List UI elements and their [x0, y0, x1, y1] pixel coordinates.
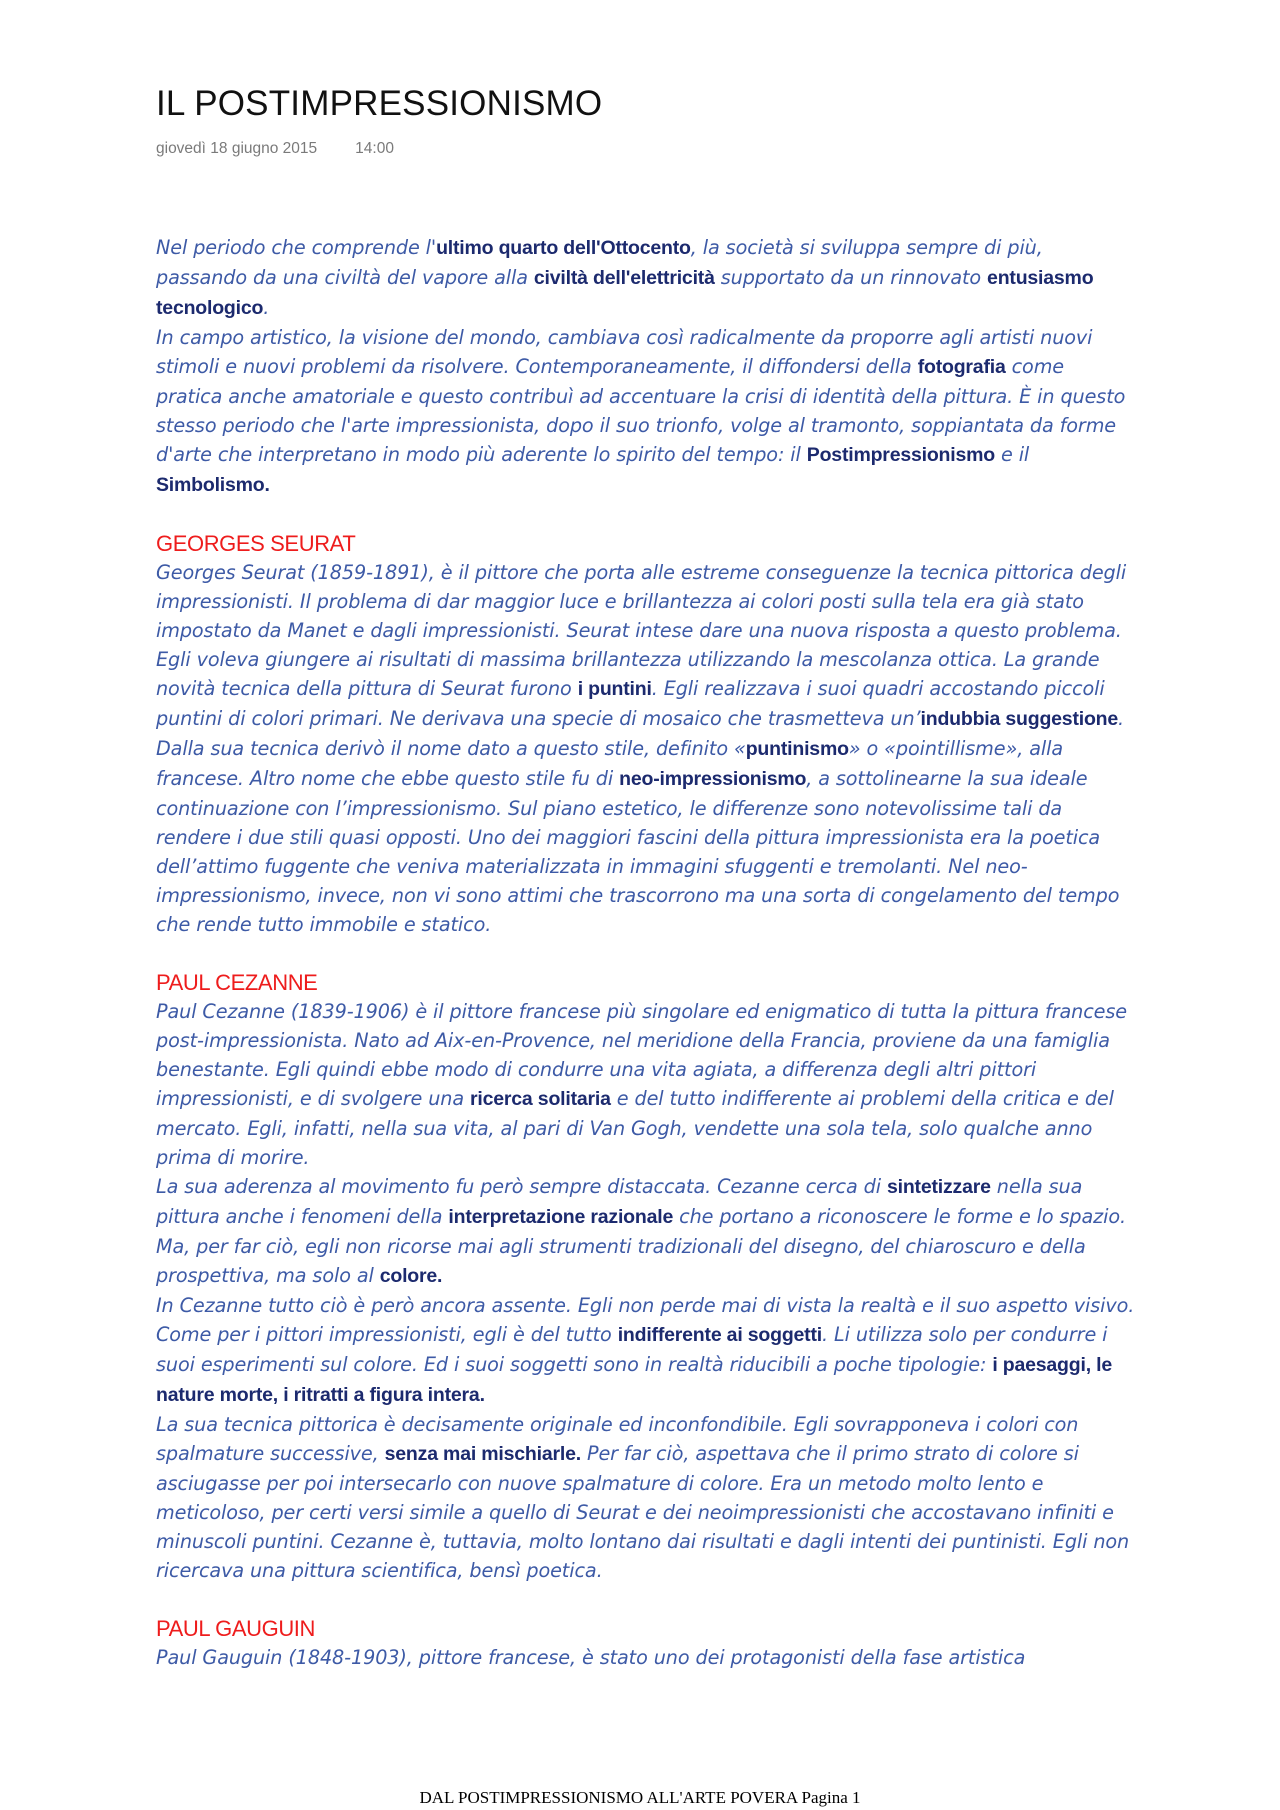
note-metadata — [156, 140, 394, 158]
page-footer: DAL POSTIMPRESSIONISMO ALL'ARTE POVERA Pagina 1 — [419, 1788, 861, 1807]
emphasized-term: senza mai mischiarle. — [384, 1443, 581, 1465]
text-run: supportato da un rinnovato — [714, 266, 988, 289]
text-run: , la società si sviluppa sempre di più, passando da una civiltà del vapore alla — [156, 236, 1043, 289]
text-run: » o «pointillisme», alla francese. Altro nome che ebbe questo stile fu di — [156, 737, 1063, 790]
text-run: come pratica anche amatoriale e questo contribuì ad accentuare la crisi di identità della pittura. È in questo stesso periodo che l'arte impressionista, dopo il suo trionfo, volge al tramonto, soppiantata da forme d'arte che interpretano in modo più aderente lo spirito del tempo: il — [156, 355, 1126, 466]
emphasized-term: i paesaggi, le nature morte, i ritratti a figura intera. — [156, 1354, 1112, 1406]
emphasized-term: colore. — [379, 1265, 443, 1287]
intro-paragraph-1 — [156, 233, 1136, 323]
intro-paragraph-2 — [156, 323, 1136, 500]
text-run: Paul Cezanne (1839-1906) è il pittore francese più singolare ed enigmatico di tutta la pittura francese post-impressionista. Nato ad Aix-en-Provence, nel meridione della Francia, proviene da una famiglia benestante. Egli quindi ebbe modo di condurre una vita agiata, a differenza degli altri pittori impressionisti, e di svolgere una — [156, 1000, 1127, 1110]
text-run: La sua tecnica pittorica è decisamente originale ed inconfondibile. Egli sovrapponeva i colori con spalmature successive, — [156, 1413, 1079, 1465]
note-date: giovedì 18 giugno 2015 — [156, 140, 318, 157]
cezanne-paragraph-1 — [156, 997, 1136, 1172]
emphasized-term: neo-impressionismo — [619, 768, 807, 790]
text-run: che portano a riconoscere le forme e lo spazio. Ma, per far ciò, egli non ricorse mai agli strumenti tradizionali del disegno, del chiaroscuro e della prospettiva, ma solo al — [156, 1205, 1126, 1287]
text-run: e il — [994, 443, 1030, 466]
text-run: Paul Gauguin (1848-1903), pittore francese, è stato uno dei protagonisti della fase artistica — [156, 1646, 1026, 1669]
emphasized-term: indubbia suggestione — [920, 708, 1119, 730]
gauguin-paragraph-1 — [156, 1643, 1136, 1672]
emphasized-term: sintetizzare — [886, 1176, 991, 1198]
document-body — [156, 233, 1136, 1672]
emphasized-term: fotografia — [917, 356, 1006, 378]
note-time: 14:00 — [355, 140, 394, 157]
section-spacer — [156, 939, 1136, 968]
emphasized-term: indifferente ai soggetti — [617, 1324, 822, 1346]
text-run: nella sua pittura anche i fenomeni della — [156, 1175, 1083, 1228]
section-heading-seurat: GEORGES SEURAT — [156, 531, 356, 556]
cezanne-paragraph-4 — [156, 1410, 1136, 1585]
emphasized-term: Postimpressionismo — [806, 444, 995, 466]
cezanne-paragraph-2 — [156, 1172, 1136, 1291]
text-run: . — [263, 296, 270, 319]
section-spacer — [156, 1585, 1136, 1614]
section-heading-cezanne: PAUL CEZANNE — [156, 970, 318, 995]
emphasized-term: interpretazione razionale — [448, 1206, 674, 1228]
text-run: . Li utilizza solo per condurre i suoi esperimenti sul colore. Ed i suoi soggetti sono in realtà riducibili a poche tipologie: — [156, 1323, 1108, 1376]
cezanne-paragraph-3 — [156, 1291, 1136, 1410]
text-run: , a sottolinearne la sua ideale continuazione con l’impressionismo. Sul piano estetico, le differenze sono notevolissime tali da rendere i due stili quasi opposti. Uno dei maggiori fascini della pittura impressionista era la poetica dell’attimo fuggente che veniva materializzata in immagini sfuggenti e tremolanti. Nel neo-impressionismo, invece, non vi sono attimi che trascorrono ma una sorta di congelamento del tempo che rende tutto immobile e statico. — [156, 767, 1120, 936]
emphasized-term: civiltà dell'elettricità — [533, 267, 715, 289]
text-run: . Dalla sua tecnica derivò il nome dato a questo stile, definito « — [156, 707, 1125, 760]
text-run: Georges Seurat (1859-1891), è il pittore che porta alle estreme conseguenze la tecnica pittorica degli impressionisti. Il problema di dar maggior luce e brillantezza ai colori posti sulla tela era già stato impostato da Manet e dagli impressionisti. Seurat intese dare una nuova risposta a questo problema. Egli voleva giungere ai risultati di massima brillantezza utilizzando la mescolanza ottica. La grande novità tecnica della pittura di Seurat furono — [156, 561, 1127, 700]
text-run: Nel periodo che comprende l' — [156, 236, 437, 259]
emphasized-term: ultimo quarto dell'Ottocento — [436, 237, 691, 259]
emphasized-term: entusiasmo tecnologico — [156, 267, 1094, 319]
emphasized-term: i puntini — [577, 678, 652, 700]
emphasized-term: ricerca solitaria — [470, 1088, 611, 1110]
text-run: Per far ciò, aspettava che il primo strato di colore si asciugasse per poi intersecarlo con nuove spalmature di colore. Era un metodo molto lento e meticoloso, per certi versi simile a quello di Seurat e dei neoimpressionisti che accostavano infiniti e minuscoli puntini. Cezanne è, tuttavia, molto lontano dai risultati e dagli intenti dei puntinisti. Egli non ricercava una pittura scientifica, bensì poetica. — [156, 1442, 1130, 1582]
emphasized-term: puntinismo — [745, 738, 849, 760]
text-run: . Egli realizzava i suoi quadri accostando piccoli puntini di colori primari. Ne derivava una specie di mosaico che trasmetteva un’ — [156, 677, 1105, 730]
section-spacer — [156, 500, 1136, 529]
section-heading-gauguin: PAUL GAUGUIN — [156, 1616, 316, 1641]
text-run: In Cezanne tutto ciò è però ancora assente. Egli non perde mai di vista la realtà e il suo aspetto visivo. Come per i pittori impressionisti, egli è del tutto — [156, 1294, 1135, 1346]
text-run: In campo artistico, la visione del mondo, cambiava così radicalmente da proporre agli artisti nuovi stimoli e nuovi problemi da risolvere. Contemporaneamente, il diffondersi della — [156, 326, 1093, 378]
page-title: IL POSTIMPRESSIONISMO — [156, 84, 603, 123]
emphasized-term: Simbolismo. — [156, 474, 270, 496]
seurat-paragraph-1 — [156, 558, 1136, 939]
text-run: e del tutto indifferente ai problemi della critica e del mercato. Egli, infatti, nella sua vita, al pari di Van Gogh, vendette una sola tela, solo qualche anno prima di morire. — [156, 1087, 1114, 1169]
text-run: La sua aderenza al movimento fu però sempre distaccata. Cezanne cerca di — [156, 1175, 887, 1198]
